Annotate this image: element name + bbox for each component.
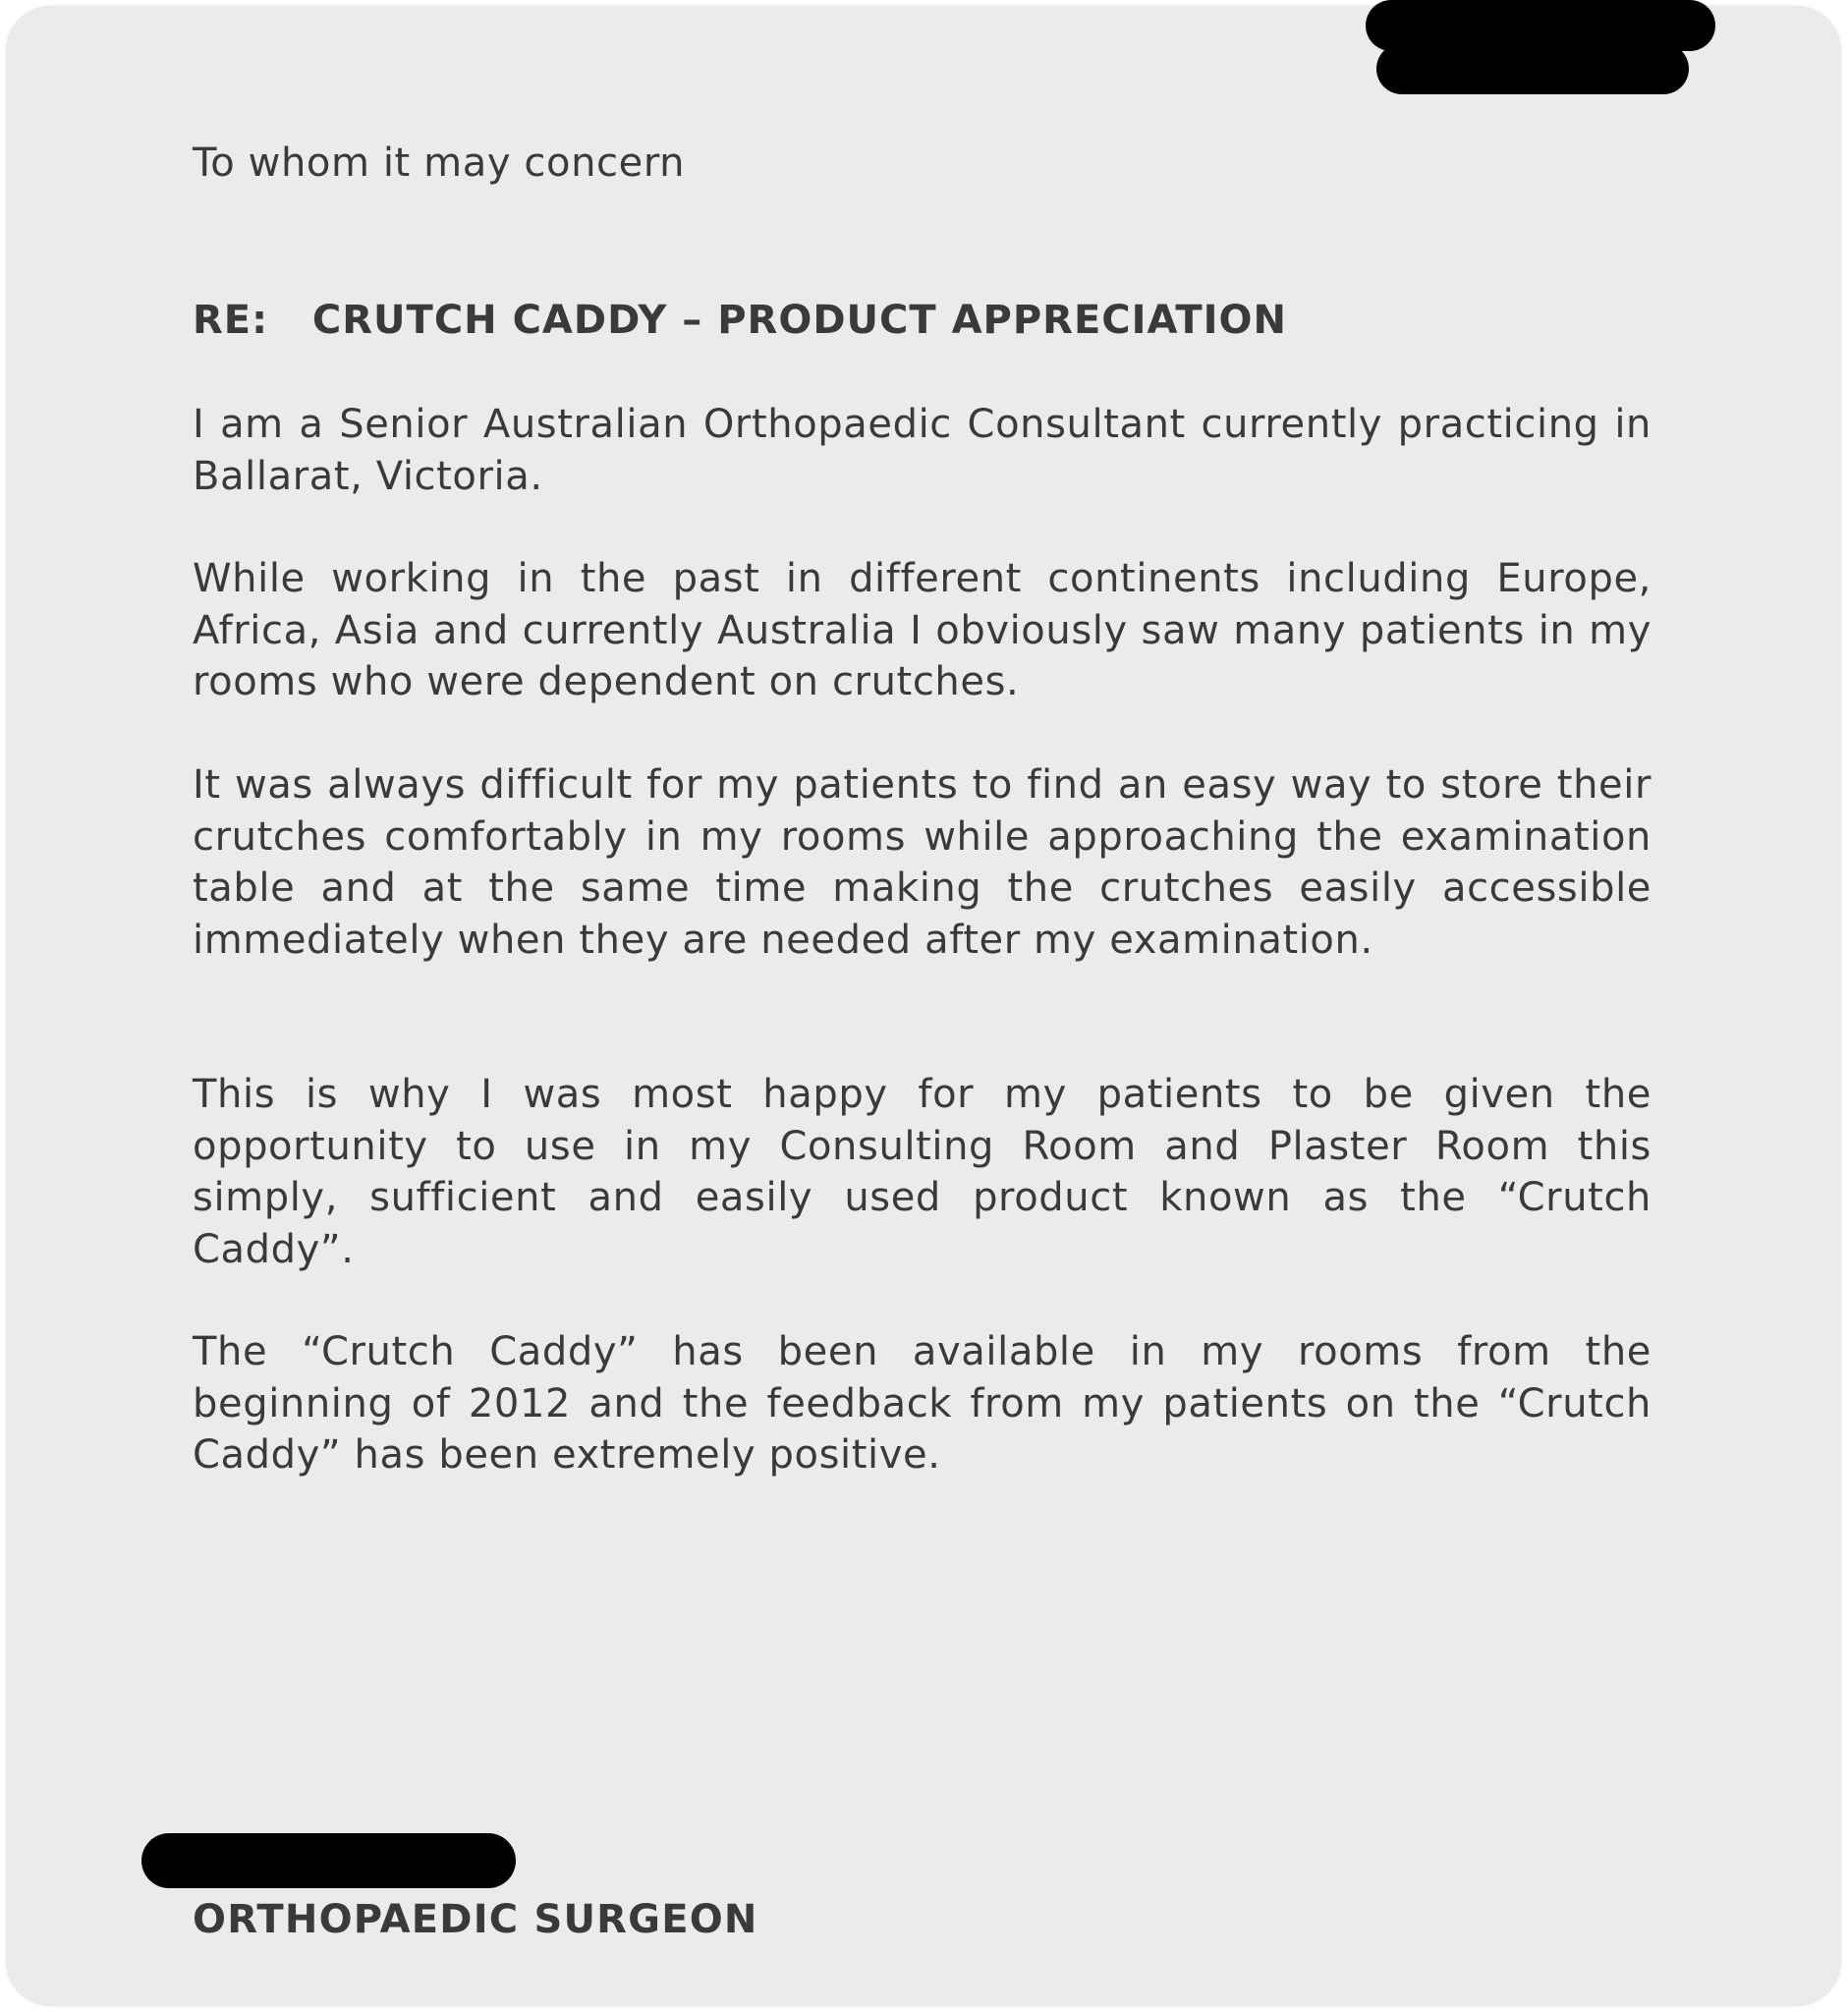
salutation: To whom it may concern xyxy=(193,140,686,186)
subject-line: RE: CRUTCH CADDY – PRODUCT APPRECIATION xyxy=(193,298,1288,343)
redaction-bar-signature xyxy=(141,1833,516,1888)
paragraph-2: While working in the past in different continents including Europe, Africa, Asia and currently Australia I obviously saw many patients in my rooms who were dependent on crutches. xyxy=(193,556,1652,704)
paragraph-3: It was always difficult for my patients to find an easy way to store their crutches comfortably in my rooms while approaching the examination table and at the same time making the crutches easily accessible immediately when they are needed after my examination. xyxy=(193,762,1652,963)
signature-title: ORTHOPAEDIC SURGEON xyxy=(193,1897,758,1942)
paragraph-1: I am a Senior Australian Orthopaedic Consultant currently practicing in Ballarat, Victoria. xyxy=(193,402,1652,499)
redaction-bar-top-second xyxy=(1376,43,1689,94)
paragraph-5: The “Crutch Caddy” has been available in my rooms from the beginning of 2012 and the feedback from my patients on the “Crutch Caddy” has been extremely positive. xyxy=(193,1329,1652,1478)
paragraph-4: This is why I was most happy for my patients to be given the opportunity to use in my Consulting Room and Plaster Room this simply, sufficient and easily used product known as the “Crutch Caddy”. xyxy=(193,1072,1652,1272)
